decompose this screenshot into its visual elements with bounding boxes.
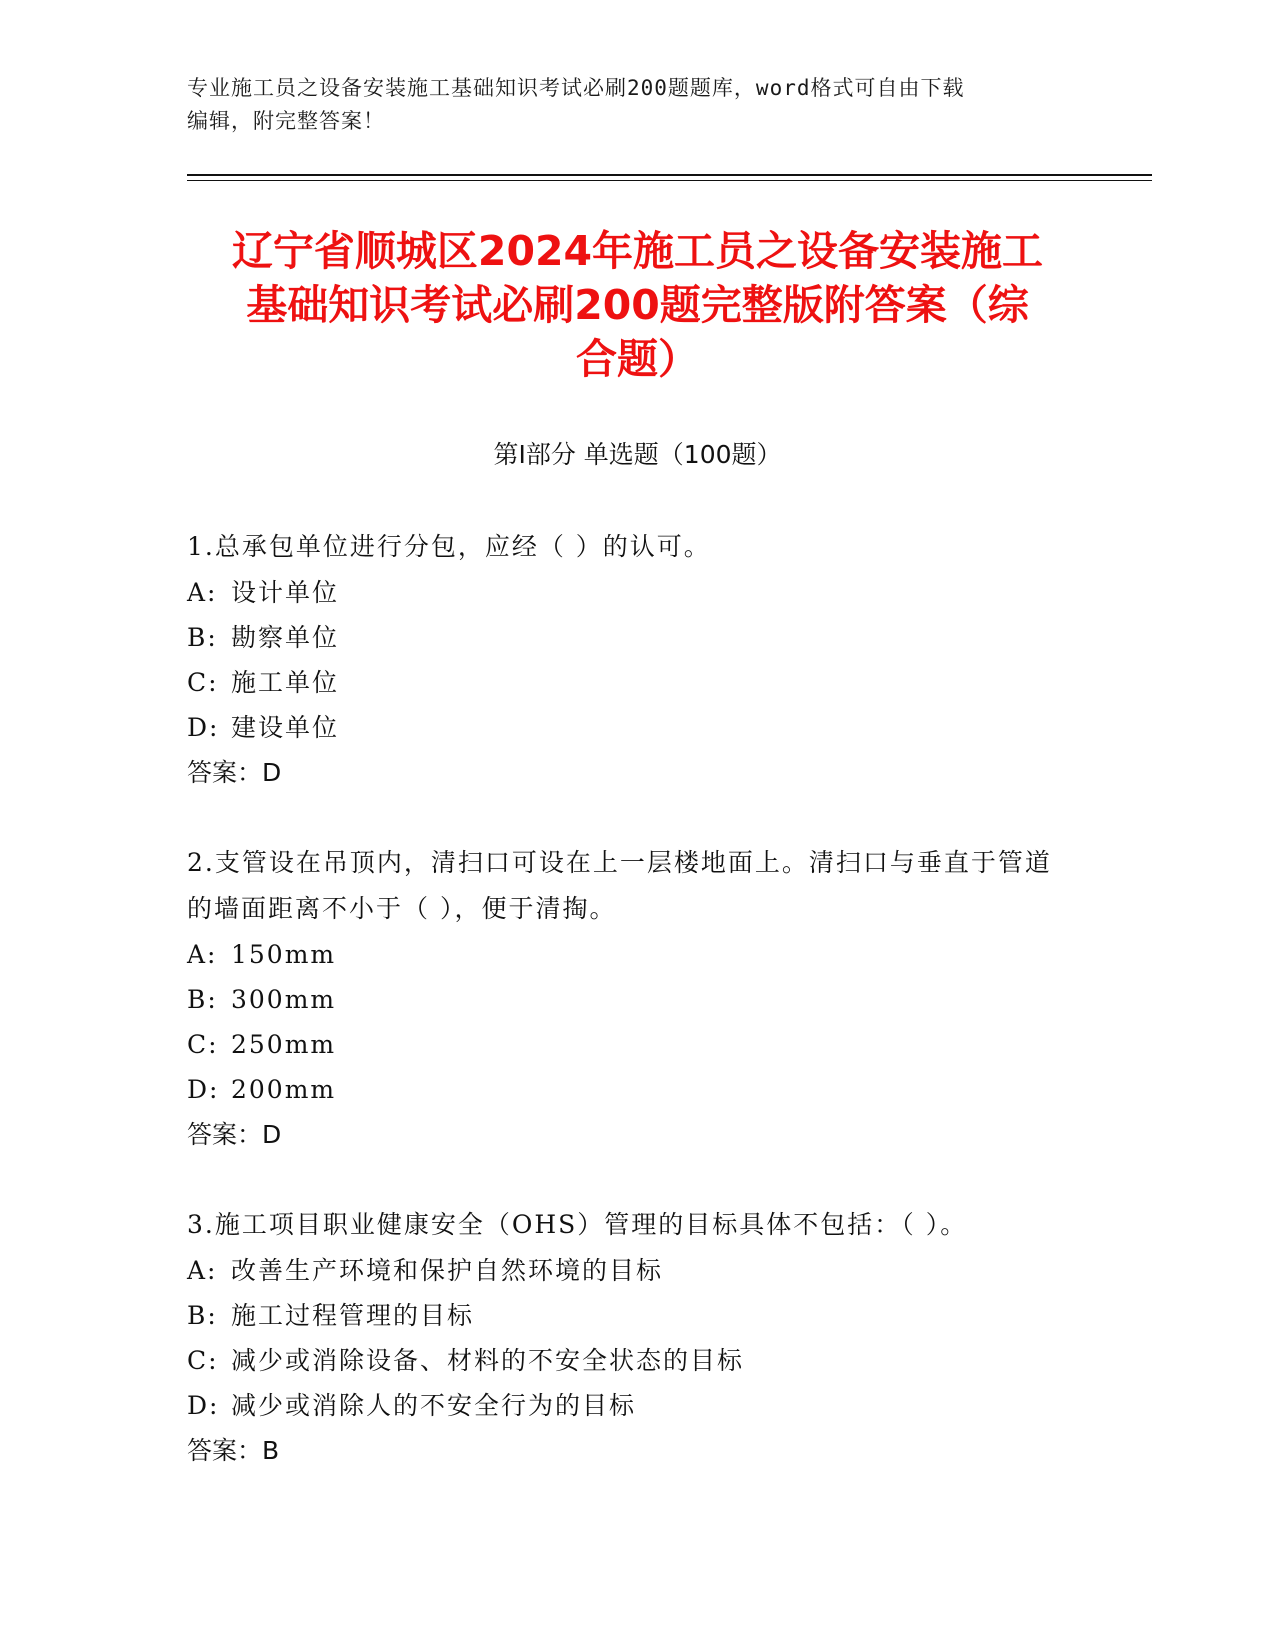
- question-stem: 1.总承包单位进行分包，应经（ ）的认可。: [187, 532, 711, 561]
- question-block: [187, 524, 1067, 795]
- option-text: 勘察单位: [231, 623, 340, 652]
- document-title-line-3: 合题）: [576, 335, 699, 383]
- document-title: [150, 224, 1125, 386]
- option-d: [187, 705, 1067, 750]
- option-letter: D:: [187, 1075, 220, 1104]
- option-b: [187, 977, 1067, 1022]
- option-text: 施工过程管理的目标: [231, 1301, 475, 1330]
- option-a: [187, 570, 1067, 615]
- option-c: [187, 1022, 1067, 1067]
- answer-line: 答案：D: [187, 1120, 282, 1149]
- option-letter: A:: [187, 1256, 218, 1285]
- option-text: 设计单位: [231, 578, 340, 607]
- option-text: 150mm: [231, 940, 337, 969]
- option-text: 施工单位: [231, 668, 340, 697]
- option-letter: D:: [187, 713, 220, 742]
- option-text: 改善生产环境和保护自然环境的目标: [231, 1256, 664, 1285]
- option-text: 减少或消除设备、材料的不安全状态的目标: [231, 1346, 745, 1375]
- option-letter: A:: [187, 578, 218, 607]
- option-text: 300mm: [231, 985, 337, 1014]
- option-d: [187, 1383, 1067, 1428]
- answer-line: 答案：D: [187, 758, 282, 787]
- option-letter: B:: [187, 1301, 218, 1330]
- option-c: [187, 1338, 1067, 1383]
- option-text: 200mm: [231, 1075, 337, 1104]
- header-note: [187, 72, 1087, 138]
- header-note-line-1: 专业施工员之设备安装施工基础知识考试必刷200题题库，word格式可自由下载: [187, 76, 965, 100]
- option-letter: C:: [187, 668, 219, 697]
- question-block: [187, 1202, 1067, 1473]
- option-b: [187, 1293, 1067, 1338]
- header-rule-thick: [187, 174, 1152, 176]
- option-a: [187, 1248, 1067, 1293]
- option-letter: C:: [187, 1030, 219, 1059]
- option-letter: B:: [187, 623, 218, 652]
- option-b: [187, 615, 1067, 660]
- option-text: 建设单位: [231, 713, 340, 742]
- option-letter: A:: [187, 940, 218, 969]
- answer-line: 答案：B: [187, 1436, 280, 1465]
- document-title-line-1: 辽宁省顺城区2024年施工员之设备安装施工: [231, 227, 1044, 275]
- header-rule-thin: [187, 180, 1152, 181]
- question-stem: 2.支管设在吊顶内，清扫口可设在上一层楼地面上。清扫口与垂直于管道的墙面距离不小于（ ），便于清掏。: [187, 848, 1052, 923]
- option-letter: D:: [187, 1391, 220, 1420]
- option-letter: B:: [187, 985, 218, 1014]
- option-d: [187, 1067, 1067, 1112]
- option-a: [187, 932, 1067, 977]
- question-stem: 3.施工项目职业健康安全（OHS）管理的目标具体不包括：（ ）。: [187, 1210, 968, 1239]
- option-text: 减少或消除人的不安全行为的目标: [231, 1391, 637, 1420]
- section-heading: 第Ⅰ部分 单选题（100题）: [493, 440, 782, 469]
- option-letter: C:: [187, 1346, 219, 1375]
- option-c: [187, 660, 1067, 705]
- document-title-line-2: 基础知识考试必刷200题完整版附答案（综: [246, 281, 1029, 329]
- question-block: [187, 840, 1067, 1157]
- header-note-line-2: 编辑，附完整答案！: [187, 109, 385, 133]
- option-text: 250mm: [231, 1030, 337, 1059]
